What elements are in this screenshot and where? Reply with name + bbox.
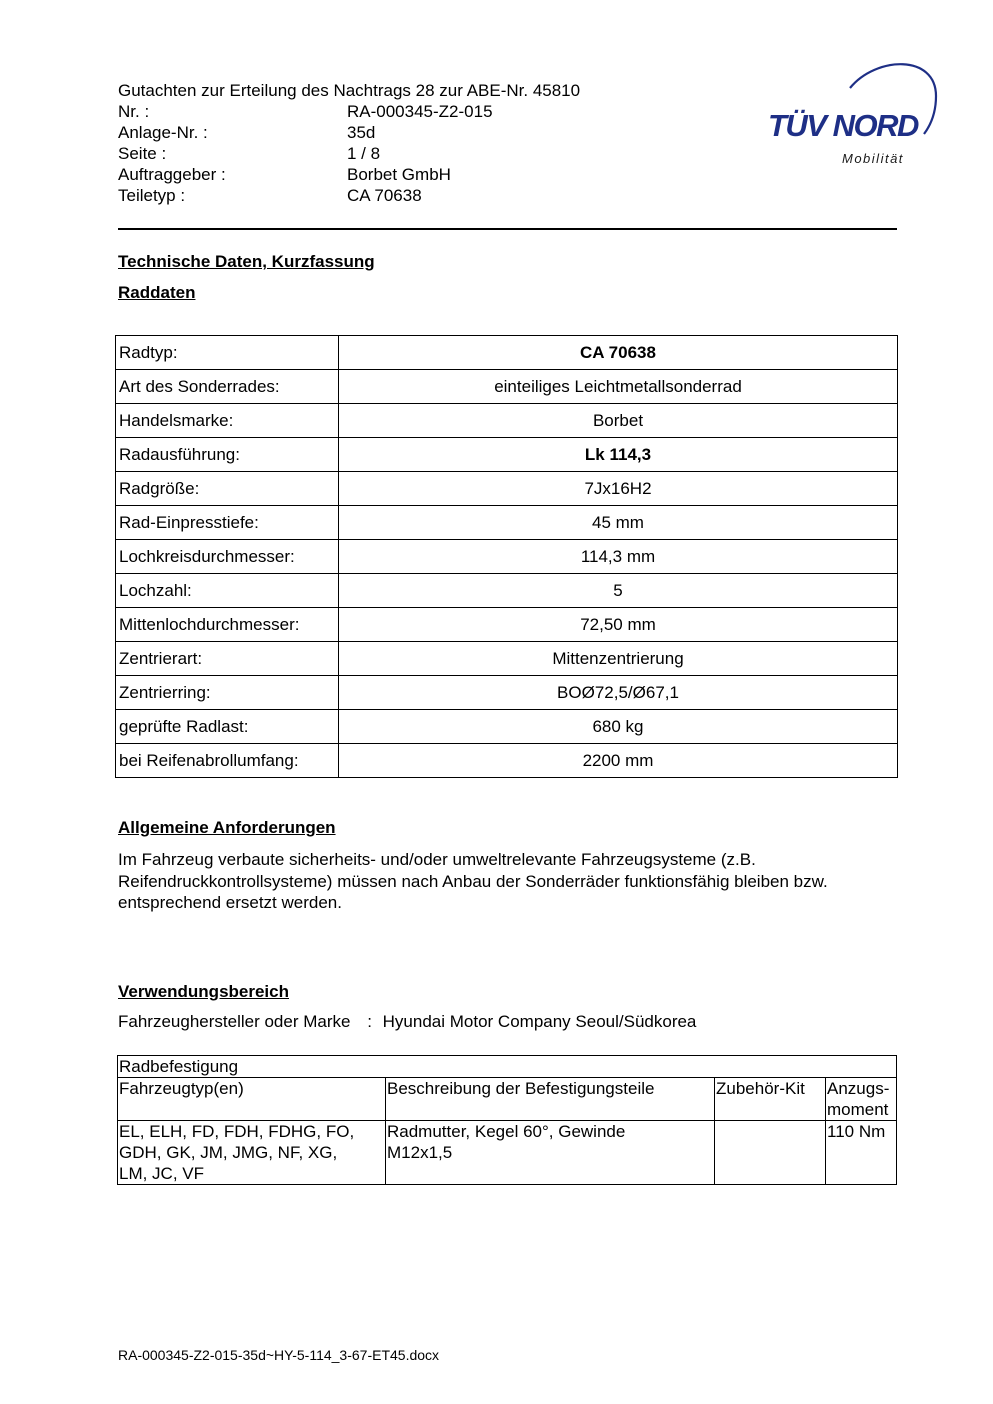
hersteller-separator: :	[367, 1012, 372, 1031]
row-value: 5	[339, 574, 898, 608]
footer-filename: RA-000345-Z2-015-35d~HY-5-114_3-67-ET45.docx	[118, 1347, 440, 1363]
table-row	[116, 744, 898, 778]
row-value: CA 70638	[339, 336, 898, 370]
header-line: Anzugs-	[827, 1079, 890, 1098]
table-row	[116, 370, 898, 404]
logo-subtitle: Mobilität	[842, 151, 904, 166]
hersteller-line	[118, 1012, 696, 1032]
hersteller-value: Hyundai Motor Company Seoul/Südkorea	[382, 1012, 697, 1031]
table-row	[116, 336, 898, 370]
table-row	[116, 540, 898, 574]
table-row	[116, 438, 898, 472]
radbefestigung-table	[117, 1055, 897, 1185]
paragraph-line: entsprechend ersetzt werden.	[118, 893, 342, 912]
header-field-seite	[118, 143, 580, 164]
row-label: Art des Sonderrades:	[116, 370, 339, 404]
row-value: Lk 114,3	[339, 438, 898, 472]
table-caption-row	[118, 1056, 897, 1078]
cell-line: GDH, GK, JM, JMG, NF, XG,	[119, 1143, 338, 1162]
paragraph-line: Reifendruckkontrollsysteme) müssen nach Anbau der Sonderräder funktionsfähig bleiben bzw.	[118, 871, 828, 891]
table-row	[116, 676, 898, 710]
table-row	[116, 506, 898, 540]
row-label: Lochkreisdurchmesser:	[116, 540, 339, 574]
table-row	[116, 608, 898, 642]
section-title: Technische Daten, Kurzfassung	[118, 252, 375, 271]
header-value: CA 70638	[347, 186, 422, 205]
header-key: Auftraggeber :	[118, 165, 226, 184]
cell-line: Radmutter, Kegel 60°, Gewinde	[387, 1122, 626, 1141]
row-label: Mittenlochdurchmesser:	[116, 608, 339, 642]
row-value: 114,3 mm	[339, 540, 898, 574]
header-field-anlage	[118, 122, 580, 143]
col-header-beschreibung: Beschreibung der Befestigungsteile	[386, 1078, 715, 1121]
row-value: Mittenzentrierung	[339, 642, 898, 676]
logo-wordmark: TÜV NORD	[768, 108, 918, 143]
header-value: 1 / 8	[347, 144, 381, 163]
col-header-zubehoer: Zubehör-Kit	[715, 1078, 826, 1121]
header-field-auftraggeber	[118, 164, 580, 185]
cell-fahrzeugtypen	[118, 1121, 386, 1185]
section-subtitle: Raddaten	[118, 283, 196, 302]
table-row	[116, 574, 898, 608]
hersteller-label: Fahrzeughersteller oder Marke	[118, 1012, 351, 1031]
header-value: 35d	[347, 123, 376, 142]
cell-zubehoer-kit	[715, 1121, 826, 1185]
col-header-fahrzeugtyp: Fahrzeugtyp(en)	[118, 1078, 386, 1121]
row-value: BOØ72,5/Ø67,1	[339, 676, 898, 710]
document-header	[118, 80, 580, 206]
row-value: 7Jx16H2	[339, 472, 898, 506]
table-row	[116, 710, 898, 744]
row-value: 45 mm	[339, 506, 898, 540]
table-header-row	[118, 1078, 897, 1121]
paragraph-line: Im Fahrzeug verbaute sicherheits- und/oder umweltrelevante Fahrzeugsysteme (z.B.	[118, 850, 756, 869]
row-label: geprüfte Radlast:	[116, 710, 339, 744]
row-label: Radausführung:	[116, 438, 339, 472]
header-key: Anlage-Nr. :	[118, 123, 208, 142]
header-divider	[118, 228, 897, 230]
table-row	[116, 642, 898, 676]
row-value: Borbet	[339, 404, 898, 438]
header-value: Borbet GmbH	[347, 165, 451, 184]
header-title: Gutachten zur Erteilung des Nachtrags 28 zur ABE-Nr. 45810	[118, 81, 581, 100]
header-line: moment	[827, 1100, 889, 1119]
row-value: 72,50 mm	[339, 608, 898, 642]
cell-line: EL, ELH, FD, FDH, FDHG, FO,	[119, 1122, 355, 1141]
header-field-nr	[118, 101, 580, 122]
table-caption: Radbefestigung	[118, 1056, 897, 1078]
verwendung-title: Verwendungsbereich	[118, 982, 289, 1001]
col-header-anzugsmoment	[826, 1078, 897, 1121]
raddaten-table	[115, 335, 898, 778]
row-label: bei Reifenabrollumfang:	[116, 744, 339, 778]
row-label: Zentrierring:	[116, 676, 339, 710]
row-value: einteiliges Leichtmetallsonderrad	[339, 370, 898, 404]
header-key: Teiletyp :	[118, 186, 186, 205]
row-value: 680 kg	[339, 710, 898, 744]
tuv-nord-logo	[758, 56, 943, 174]
header-value: RA-000345-Z2-015	[347, 102, 493, 121]
row-label: Radtyp:	[116, 336, 339, 370]
row-label: Radgröße:	[116, 472, 339, 506]
cell-beschreibung	[386, 1121, 715, 1185]
row-label: Rad-Einpresstiefe:	[116, 506, 339, 540]
cell-anzugsmoment: 110 Nm	[826, 1121, 897, 1185]
anforderungen-title: Allgemeine Anforderungen	[118, 818, 336, 837]
cell-line: M12x1,5	[387, 1143, 453, 1162]
header-key: Seite :	[118, 144, 167, 163]
table-row	[116, 472, 898, 506]
anforderungen-text	[118, 849, 898, 914]
row-label: Zentrierart:	[116, 642, 339, 676]
table-row	[116, 404, 898, 438]
row-value: 2200 mm	[339, 744, 898, 778]
header-field-teiletyp	[118, 185, 580, 206]
row-label: Handelsmarke:	[116, 404, 339, 438]
cell-line: LM, JC, VF	[119, 1164, 205, 1183]
header-key: Nr. :	[118, 102, 150, 121]
row-label: Lochzahl:	[116, 574, 339, 608]
table-row	[118, 1121, 897, 1185]
